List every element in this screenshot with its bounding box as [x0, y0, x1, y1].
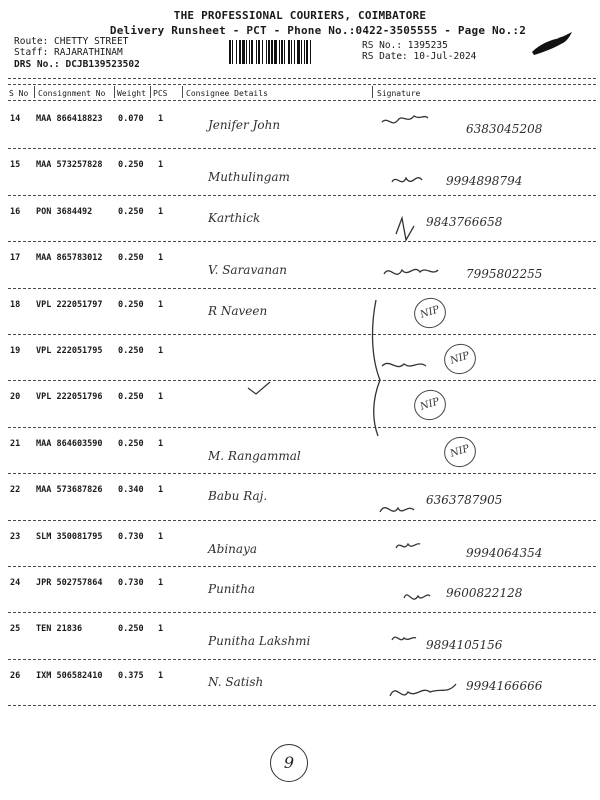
row-pieces: 1 [158, 670, 164, 681]
row-weight: 0.250 [118, 299, 144, 310]
row-weight: 0.375 [118, 670, 144, 681]
consignee-name: M. Rangammal [208, 448, 301, 463]
row-sno: 14 [10, 114, 21, 124]
row-weight: 0.250 [118, 392, 144, 403]
row-sno: 25 [10, 624, 21, 635]
row-weight: 0.250 [118, 346, 144, 356]
row-weight: 0.250 [118, 253, 144, 264]
row-pieces: 1 [158, 438, 164, 449]
col-signature: Signature [377, 89, 421, 98]
row-sno: 21 [10, 438, 21, 449]
consignee-name: V. Saravanan [208, 263, 288, 278]
row-pieces: 1 [158, 253, 164, 264]
rs-date: RS Date: 10-Jul-2024 [362, 51, 477, 62]
document-title: THE PROFESSIONAL COURIERS, COIMBATORE [173, 9, 427, 22]
signature-phone-number: 6363787905 [426, 493, 503, 508]
row-sno: 22 [10, 485, 21, 496]
signature-phone-number: 9994166666 [466, 678, 543, 693]
row-sno: 15 [10, 160, 21, 171]
nip-stamp: NIP [440, 340, 480, 378]
row-sno: 26 [10, 670, 21, 681]
document-subtitle: Delivery Runsheet - PCT - Phone No.:0422-3505555 - Page No.:2 [109, 24, 527, 37]
row-sno: 23 [10, 531, 21, 542]
row-consignment-number: MAA 866418823 [36, 114, 103, 124]
row-consignment-number: PON 3684492 [36, 206, 93, 217]
consignee-name: Abinaya [208, 541, 258, 556]
row-consignment-number: MAA 573257828 [36, 160, 103, 171]
row-consignment-number: JPR 502757864 [36, 578, 103, 588]
col-sno: S No [9, 89, 29, 98]
signature-phone-number: 9994064354 [466, 545, 543, 560]
row-sno: 16 [10, 206, 21, 217]
route-label: Route: CHETTY STREET [14, 36, 129, 47]
row-consignment-number: VPL 222051797 [36, 299, 103, 310]
signature-phone-number: 9843766658 [426, 214, 503, 229]
staff-label: Staff: RAJARATHINAM [14, 47, 123, 58]
row-sno: 24 [10, 578, 21, 588]
row-sno: 19 [10, 346, 21, 356]
consignee-name: R Naveen [208, 303, 268, 318]
row-sno: 20 [10, 392, 21, 403]
nip-stamp: NIP [410, 386, 450, 424]
signature-phone-number: 9894105156 [426, 638, 503, 653]
row-weight: 0.250 [118, 438, 144, 449]
row-weight: 0.730 [118, 578, 144, 588]
row-pieces: 1 [158, 392, 164, 403]
row-pieces: 1 [158, 160, 164, 171]
nip-stamp: NIP [410, 293, 450, 331]
col-weight: Weight [117, 89, 146, 98]
signature-phone-number: 9600822128 [446, 586, 523, 600]
page-number: 9 [270, 744, 308, 782]
row-consignment-number: VPL 222051795 [36, 346, 103, 356]
row-sno: 18 [10, 299, 21, 310]
row-pieces: 1 [158, 299, 164, 310]
row-consignment-number: SLM 350081795 [36, 531, 103, 542]
signature-phone-number: 7995802255 [466, 267, 543, 282]
row-weight: 0.250 [118, 206, 144, 217]
consignee-name: Punitha [208, 582, 256, 596]
consignee-name: Karthick [208, 210, 261, 225]
nip-stamp: NIP [440, 433, 480, 471]
row-consignment-number: IXM 506582410 [36, 670, 103, 681]
row-pieces: 1 [158, 346, 164, 356]
row-consignment-number: MAA 864603590 [36, 438, 103, 449]
row-pieces: 1 [158, 485, 164, 496]
row-consignment-number: VPL 222051796 [36, 392, 103, 403]
row-weight: 0.250 [118, 624, 144, 635]
row-pieces: 1 [158, 114, 164, 124]
consignee-name: Babu Raj. [208, 489, 268, 504]
row-consignment-number: MAA 573687826 [36, 485, 103, 496]
row-weight: 0.730 [118, 531, 144, 542]
row-pieces: 1 [158, 206, 164, 217]
consignee-name: N. Satish [208, 674, 264, 689]
signature-phone-number: 9994898794 [446, 174, 523, 189]
row-weight: 0.250 [118, 160, 144, 171]
row-weight: 0.340 [118, 485, 144, 496]
row-pieces: 1 [158, 578, 164, 588]
rs-number: RS No.: 1395235 [362, 40, 448, 51]
drs-number: DRS No.: DCJB139523502 [14, 59, 140, 70]
row-consignment-number: MAA 865783012 [36, 253, 103, 264]
consignee-name: Muthulingam [208, 170, 290, 185]
col-pcs: PCS [153, 89, 168, 98]
signature-phone-number: 6383045208 [466, 122, 543, 136]
col-consignee: Consignee Details [186, 89, 268, 98]
row-consignment-number: TEN 21836 [36, 624, 83, 635]
consignee-name: Punitha Lakshmi [208, 634, 311, 649]
row-pieces: 1 [158, 624, 164, 635]
consignee-name: Jenifer John [208, 118, 281, 132]
row-weight: 0.070 [118, 114, 144, 124]
row-sno: 17 [10, 253, 21, 264]
row-pieces: 1 [158, 531, 164, 542]
col-consignment: Consignment No [38, 89, 106, 98]
